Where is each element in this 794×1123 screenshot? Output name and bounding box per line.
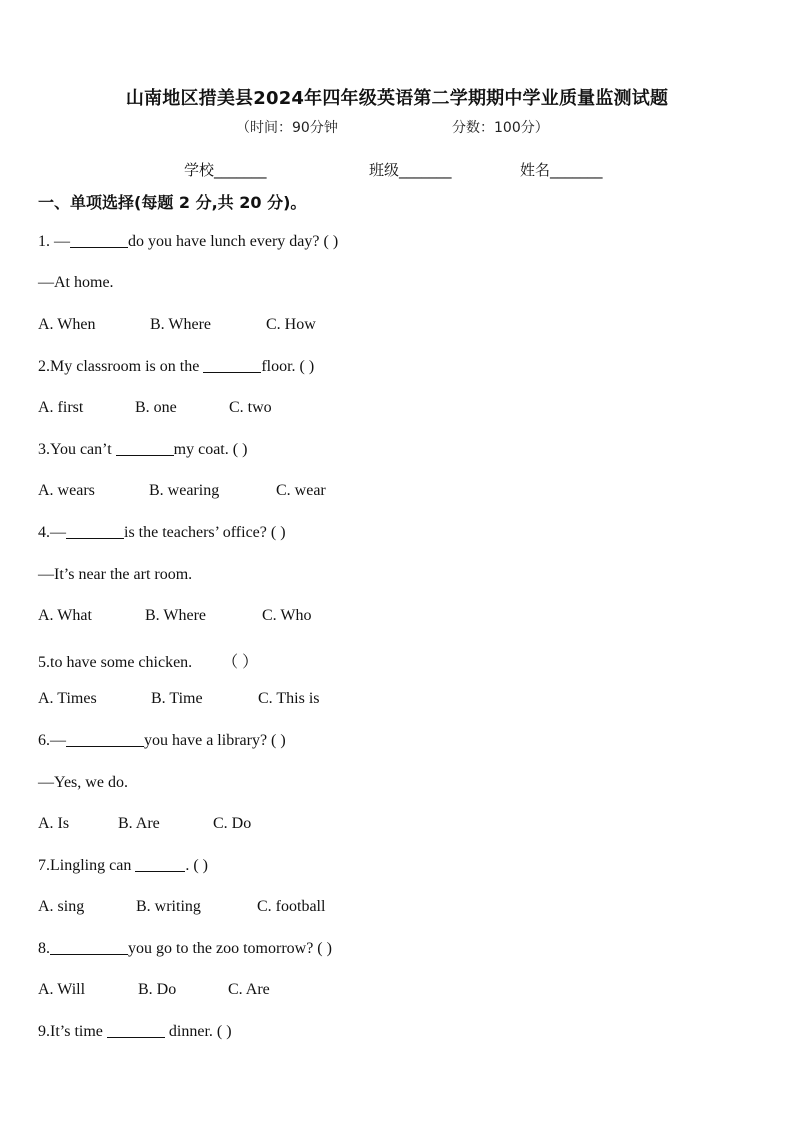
option-a: A. Will — [38, 981, 86, 998]
option-c: C. Who — [262, 607, 312, 624]
stem-part: 2.My classroom is on the — [38, 358, 204, 375]
option-a: A. Times — [38, 690, 97, 707]
stem-part: 4.— — [38, 524, 66, 541]
question-4-reply: —It’s near the art room. — [38, 566, 193, 583]
page-title: 山南地区措美县2024年四年级英语第二学期期中学业质量监测试题 — [125, 88, 669, 109]
stem-part: you go to the zoo tomorrow? ( ) — [128, 940, 332, 957]
stem-part: 5.to have some chicken. — [38, 654, 193, 671]
stem-part: （ ） — [222, 654, 259, 671]
question-4-options — [38, 607, 311, 625]
answer-blank — [203, 358, 261, 373]
option-a: A. Is — [38, 815, 70, 832]
question-2-stem — [38, 358, 314, 376]
question-8-options — [38, 981, 270, 999]
stem-part: . ( ) — [185, 857, 208, 874]
question-5-options — [38, 690, 320, 708]
question-8-stem — [38, 940, 332, 958]
option-c: C. Do — [213, 815, 252, 832]
question-6-options — [38, 815, 251, 833]
stem-part: floor. ( ) — [261, 358, 315, 375]
stem-part: you have a library? ( ) — [144, 732, 286, 749]
question-2-options — [38, 399, 272, 417]
option-b: B. Do — [138, 981, 177, 998]
class-field: 班级_______ — [369, 161, 452, 179]
option-a: A. wears — [38, 482, 95, 499]
answer-blank — [107, 1023, 165, 1038]
question-7-options — [38, 898, 325, 916]
option-b: B. wearing — [149, 482, 220, 499]
option-c: C. two — [229, 399, 272, 416]
question-3-options — [38, 482, 326, 500]
question-7-stem — [38, 857, 208, 875]
question-6-reply: —Yes, we do. — [38, 774, 128, 791]
stem-part: is the teachers’ office? ( ) — [124, 524, 286, 541]
answer-blank — [116, 441, 174, 456]
question-1-reply: —At home. — [38, 274, 114, 291]
stem-part: 3.You can’t — [38, 441, 116, 458]
option-c: C. This is — [258, 690, 320, 707]
stem-part: 7.Lingling can — [38, 857, 136, 874]
question-9-stem — [38, 1023, 232, 1041]
stem-part: 9.It’s time — [38, 1023, 107, 1040]
option-b: B. Time — [151, 690, 203, 707]
option-c: C. Are — [228, 981, 270, 998]
time-info: （时间：90分钟 — [236, 120, 338, 136]
stem-part: 1. — — [38, 233, 70, 250]
option-b: B. one — [135, 399, 177, 416]
stem-part: dinner. ( ) — [164, 1023, 232, 1040]
answer-blank — [135, 857, 185, 872]
question-3-stem — [38, 441, 247, 459]
option-a: A. When — [38, 316, 96, 333]
option-c: C. football — [257, 898, 326, 915]
answer-blank — [70, 233, 128, 248]
option-a: A. What — [38, 607, 92, 624]
option-a: A. sing — [38, 898, 85, 915]
answer-blank — [66, 732, 144, 747]
question-4-stem — [38, 524, 286, 542]
stem-part: my coat. ( ) — [173, 441, 248, 458]
answer-blank — [66, 524, 124, 539]
question-5-stem — [38, 649, 258, 672]
question-6-stem — [38, 732, 286, 750]
score-info: 分数：100分） — [452, 120, 549, 136]
school-field: 学校_______ — [184, 161, 267, 179]
option-b: B. Where — [150, 316, 212, 333]
stem-part: 8. — [38, 940, 50, 957]
name-field: 姓名_______ — [520, 161, 603, 179]
question-1-options — [38, 316, 316, 334]
option-a: A. first — [38, 399, 84, 416]
answer-blank — [50, 940, 128, 955]
stem-part: 6.— — [38, 732, 66, 749]
question-1-stem — [38, 233, 338, 251]
stem-part: do you have lunch every day? ( ) — [128, 233, 339, 250]
option-c: C. How — [266, 316, 316, 333]
option-b: B. Where — [145, 607, 207, 624]
option-c: C. wear — [276, 482, 326, 499]
option-b: B. Are — [118, 815, 160, 832]
section-heading: 一、单项选择(每题 2 分,共 20 分)。 — [38, 193, 307, 212]
option-b: B. writing — [136, 898, 201, 915]
